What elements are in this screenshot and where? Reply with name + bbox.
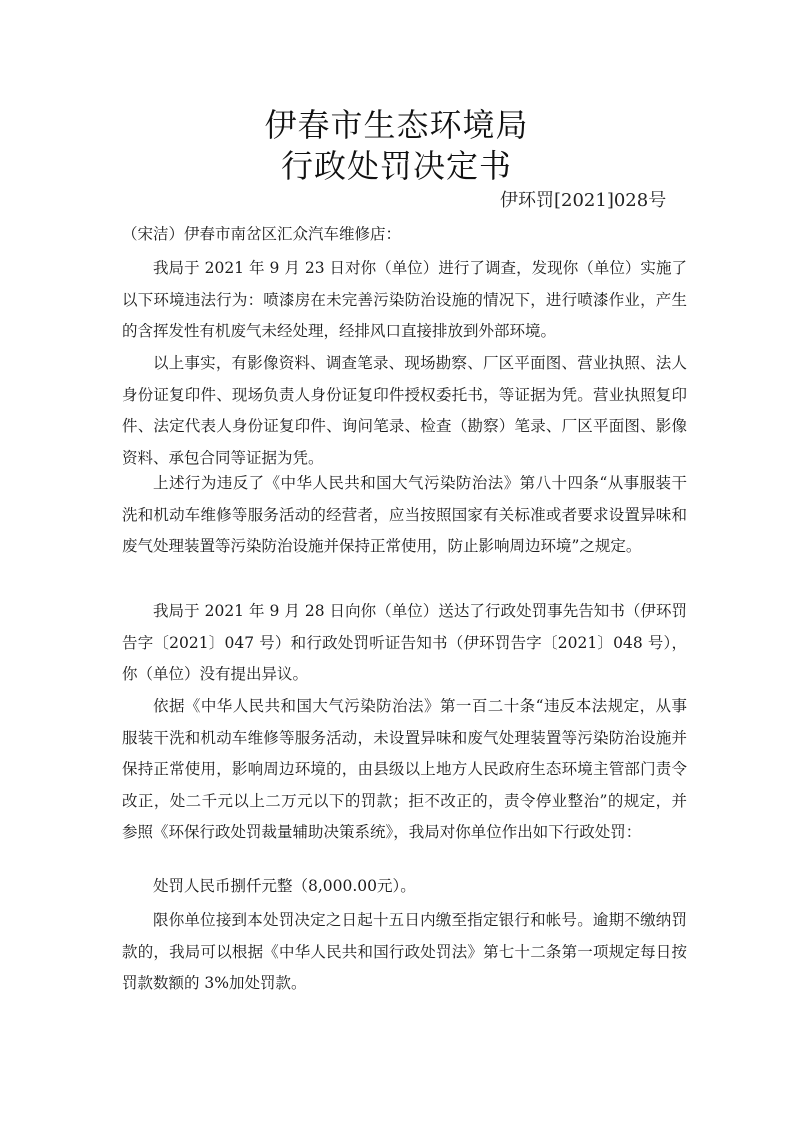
document-number: 伊环罚[2021]028号: [500, 190, 667, 211]
paragraph-notice: 我局于 2021 年 9 月 28 日向你（单位）送达了行政处罚事先告知书（伊环罚告字〔2021〕047 号）和行政处罚听证告知书（伊环罚告字〔2021〕048 号），你（单位）没有提出异议。: [122, 602, 687, 683]
paragraph-violation: 上述行为违反了《中华人民共和国大气污染防治法》第八十四条“从事服装干洗和机动车维修等服务活动的经营者，应当按照国家有关标准或者要求设置异味和废气处理装置等污染防治设施并保持正常使用，防止影响周边环境”之规定。: [122, 474, 687, 555]
paragraph-payment-deadline: 限你单位接到本处罚决定之日起十五日内缴至指定银行和帐号。逾期不缴纳罚款的，我局可以根据《中华人民共和国行政处罚法》第七十二条第一项规定每日按罚款数额的 3%加处罚款。: [122, 911, 687, 992]
paragraph-evidence: 以上事实，有影像资料、调查笔录、现场勘察、厂区平面图、营业执照、法人身份证复印件、现场负责人身份证复印件授权委托书，等证据为凭。营业执照复印件、法定代表人身份证复印件、询问笔录、检查（勘察）笔录、厂区平面图、影像资料、承包合同等证据为凭。: [122, 354, 687, 467]
document-title-type: 行政处罚决定书: [280, 147, 512, 185]
paragraph-legal-basis: 依据《中华人民共和国大气污染防治法》第一百二十条“违反本法规定，从事服装干洗和机动车维修等服务活动，未设置异味和废气处理装置等污染防治设施并保持正常使用，影响周边环境的，由县级以上地方人民政府生态环境主管部门责令改正，处二千元以上二万元以下的罚款；拒不改正的，责令停业整治”的规定，并参照《环保行政处罚裁量辅助决策系统》，我局对你单位作出如下行政处罚：: [122, 697, 687, 841]
paragraph-investigation: 我局于 2021 年 9 月 23 日对你（单位）进行了调查，发现你（单位）实施了以下环境违法行为：喷漆房在未完善污染防治设施的情况下，进行喷漆作业，产生的含挥发性有机废气未经处理，经排风口直接排放到外部环境。: [122, 259, 687, 340]
document-title-agency: 伊春市生态环境局: [264, 106, 529, 144]
paragraph-penalty-amount: 处罚人民币捌仟元整（8,000.00元）。: [153, 877, 416, 895]
addressee: （宋洁）伊春市南岔区汇众汽车维修店：: [122, 225, 402, 243]
